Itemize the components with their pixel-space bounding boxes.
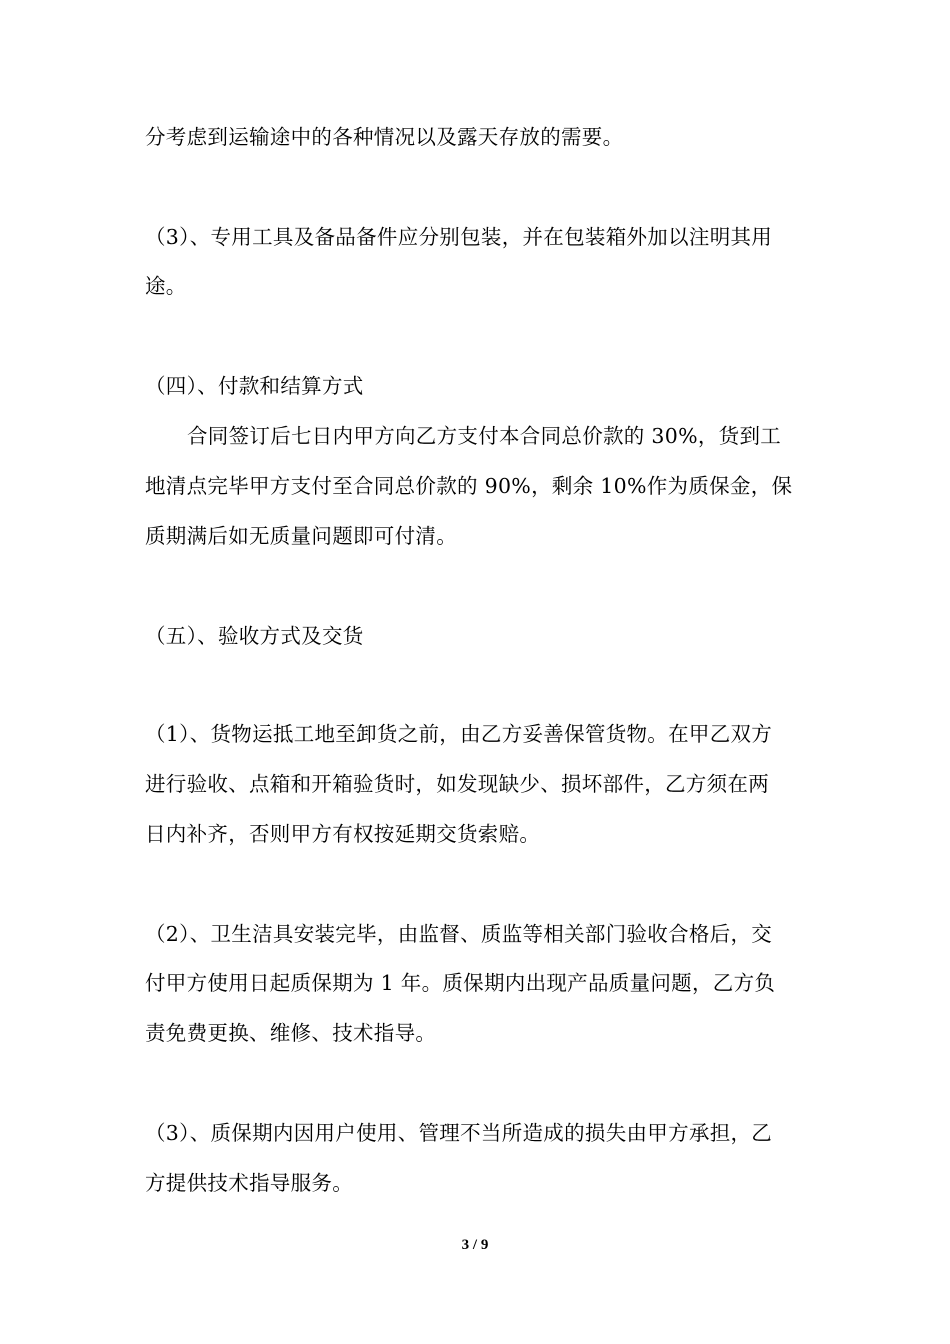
text-line: 进行验收、点箱和开箱验货时，如发现缺少、损坏部件，乙方须在两 <box>145 772 769 796</box>
text-line: （2）、卫生洁具安装完毕，由监督、质监等相关部门验收合格后，交 <box>145 922 773 946</box>
text-line: （3）、专用工具及备品备件应分别包装，并在包装箱外加以注明其用 <box>145 225 773 249</box>
text-line: 合同签订后七日内甲方向乙方支付本合同总价款的 30%，货到工 <box>187 424 782 448</box>
text-line: 日内补齐，否则甲方有权按延期交货索赔。 <box>145 822 541 846</box>
section-heading: （五）、验收方式及交货 <box>145 624 364 648</box>
text-line: （3）、质保期内因用户使用、管理不当所造成的损失由甲方承担，乙 <box>145 1121 773 1145</box>
text-line: （1）、货物运抵工地至卸货之前，由乙方妥善保管货物。在甲乙双方 <box>145 722 773 746</box>
page-number: 3 / 9 <box>461 1237 489 1253</box>
text-line: 付甲方使用日起质保期为 1 年。质保期内出现产品质量问题，乙方负 <box>145 971 776 995</box>
text-line: 途。 <box>145 274 187 298</box>
section-heading: （四）、付款和结算方式 <box>145 374 364 398</box>
text-line: 分考虑到运输途中的各种情况以及露天存放的需要。 <box>145 125 624 149</box>
text-line: 责免费更换、维修、技术指导。 <box>145 1021 437 1045</box>
text-line: 地清点完毕甲方支付至合同总价款的 90%，剩余 10%作为质保金，保 <box>145 474 793 498</box>
text-line: 质期满后如无质量问题即可付清。 <box>145 524 457 548</box>
text-line: 方提供技术指导服务。 <box>145 1171 353 1195</box>
